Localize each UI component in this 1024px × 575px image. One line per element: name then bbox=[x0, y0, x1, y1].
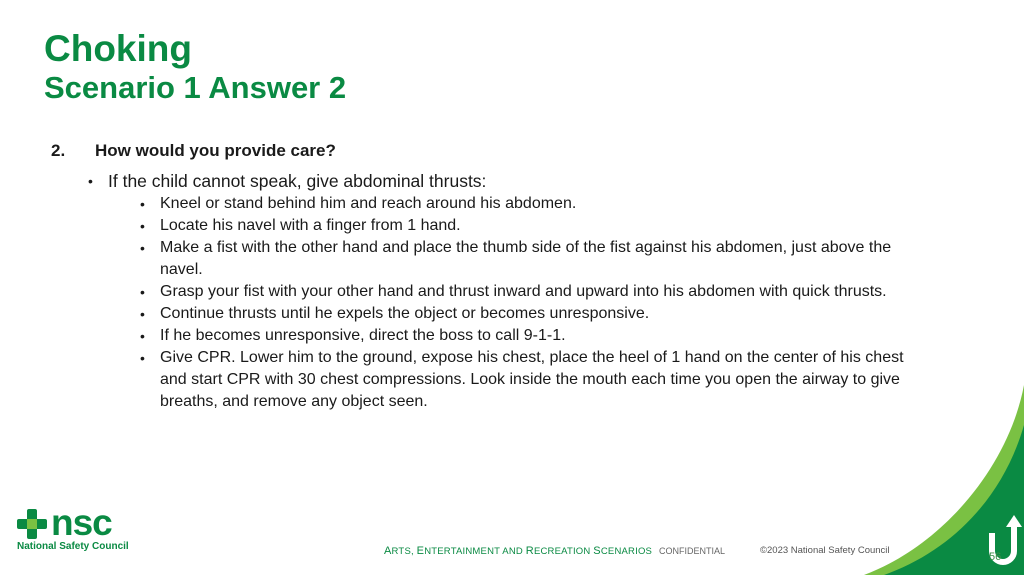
main-bullet bbox=[88, 170, 948, 192]
step-text: Give CPR. Lower him to the ground, expose his chest, place the heel of 1 hand on the center of his chest and start CPR with 30 chest compressions. Look inside the mouth each time you open the airway to give breaths, and remove any object seen. bbox=[160, 349, 904, 410]
bullet-icon: • bbox=[88, 173, 93, 189]
step-list bbox=[140, 193, 920, 413]
slide-subtitle: Scenario 1 Answer 2 bbox=[44, 70, 347, 105]
slide-title: Choking bbox=[44, 28, 192, 69]
nsc-logo bbox=[17, 502, 137, 554]
bullet-icon: • bbox=[140, 306, 145, 322]
step-text: Grasp your fist with your other hand and thrust inward and upward into his abdomen with quick thrusts. bbox=[160, 283, 887, 300]
logo-wordmark: nsc bbox=[51, 502, 112, 543]
page-number: 56 bbox=[989, 551, 1002, 563]
logo-org-name: National Safety Council bbox=[17, 541, 129, 552]
list-item bbox=[140, 325, 920, 347]
corner-swoosh bbox=[864, 385, 1024, 575]
list-item bbox=[140, 237, 920, 281]
step-text: Make a fist with the other hand and place the thumb side of the fist against his abdomen, just above the navel. bbox=[160, 239, 892, 278]
footer-deck-title: ARTS, ENTERTAINMENT AND RECREATION SCENARIOS bbox=[384, 545, 653, 557]
step-text: Locate his navel with a finger from 1 hand. bbox=[160, 217, 461, 234]
step-text: Kneel or stand behind him and reach around his abdomen. bbox=[160, 195, 577, 212]
bullet-icon: • bbox=[140, 218, 145, 234]
main-bullet-text: If the child cannot speak, give abdominal thrusts: bbox=[108, 171, 487, 191]
list-item bbox=[140, 303, 920, 325]
footer-confidential: CONFIDENTIAL bbox=[659, 546, 726, 556]
question bbox=[51, 141, 336, 161]
list-item bbox=[140, 281, 920, 303]
bullet-icon: • bbox=[140, 196, 145, 212]
step-text: If he becomes unresponsive, direct the boss to call 9-1-1. bbox=[160, 327, 566, 344]
bullet-icon: • bbox=[140, 240, 145, 256]
list-item bbox=[140, 193, 920, 215]
bullet-icon: • bbox=[140, 328, 145, 344]
nsc-cross-icon bbox=[17, 509, 47, 539]
step-text: Continue thrusts until he expels the object or becomes unresponsive. bbox=[160, 305, 650, 322]
list-item bbox=[140, 215, 920, 237]
question-number: 2. bbox=[51, 141, 66, 160]
question-text: How would you provide care? bbox=[95, 141, 336, 160]
bullet-icon: • bbox=[140, 284, 145, 300]
list-item bbox=[140, 347, 920, 413]
footer-copyright: ©2023 National Safety Council bbox=[760, 545, 890, 556]
bullet-icon: • bbox=[140, 350, 145, 366]
